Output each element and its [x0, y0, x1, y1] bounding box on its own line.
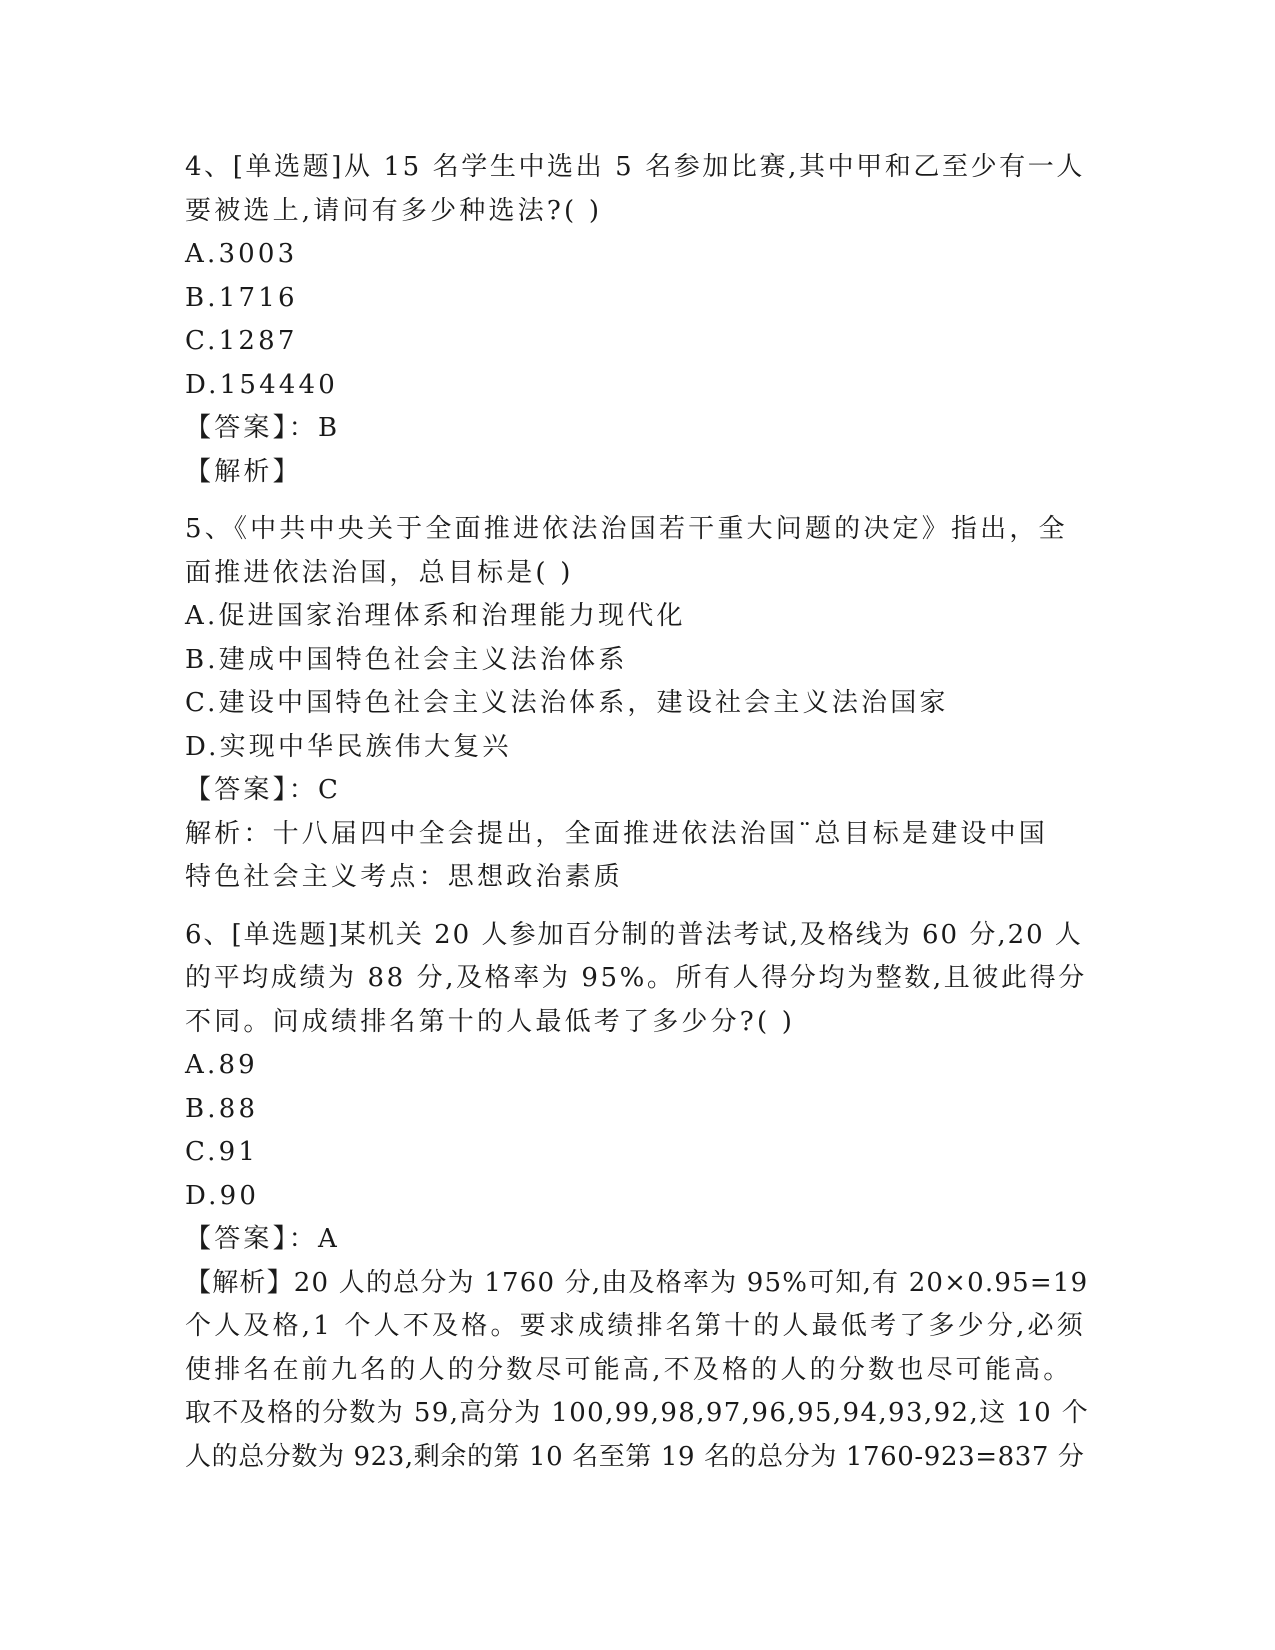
analysis [185, 813, 1090, 900]
answer: 【答案】：C [185, 775, 342, 805]
option-list [185, 595, 1090, 769]
option-b: B.88 [185, 1093, 259, 1124]
option-c: C.建设中国特色社会主义法治体系，建设社会主义法治国家 [185, 688, 949, 718]
analysis-line: 【解析】 [185, 456, 302, 487]
question-6 [185, 914, 1090, 1480]
analysis-line: 使排名在前九名的人的分数尽可能高,不及格的人的分数也尽可能高。 [185, 1354, 1073, 1385]
stem-line: 4、[单选题]从 15 名学生中选出 5 名参加比赛,其中甲和乙至少有一人 [185, 152, 1085, 182]
stem-line: 5、《中共中央关于全面推进依法治国若干重大问题的决定》指出，全 [185, 514, 1068, 544]
option-list [185, 233, 1090, 407]
option-d: D.154440 [185, 369, 339, 400]
question-5 [185, 508, 1090, 900]
analysis-line: 个人及格,1 个人不及格。要求成绩排名第十的人最低考了多少分,必须 [185, 1311, 1086, 1341]
option-list [185, 1044, 1090, 1218]
analysis-line: 【解析】20 人的总分为 1760 分,由及格率为 95%可知,有 20×0.95=19 [185, 1267, 1089, 1298]
option-a: A.促进国家治理体系和治理能力现代化 [185, 601, 686, 631]
option-b: B.1716 [185, 282, 298, 313]
question-stem [185, 508, 1090, 595]
option-c: C.91 [185, 1137, 259, 1167]
stem-line: 的平均成绩为 88 分,及格率为 95%。所有人得分均为整数,且彼此得分 [185, 963, 1087, 993]
option-d: D.实现中华民族伟大复兴 [185, 731, 512, 762]
analysis-line: 取不及格的分数为 59,高分为 100,99,98,97,96,95,94,93,92,这 10 个 [185, 1398, 1090, 1428]
stem-line: 要被选上,请问有多少种选法?( ) [185, 195, 603, 226]
option-c: C.1287 [185, 326, 298, 356]
option-d: D.90 [185, 1180, 260, 1211]
analysis [185, 1262, 1090, 1480]
stem-line: 面推进依法治国，总目标是( ) [185, 557, 574, 588]
question-stem [185, 146, 1090, 233]
answer: 【答案】：A [185, 1224, 340, 1254]
question-4 [185, 146, 1090, 494]
option-a: A.3003 [185, 239, 298, 269]
option-a: A.89 [185, 1050, 258, 1080]
analysis-line: 人的总分数为 923,剩余的第 10 名至第 19 名的总分为 1760-923=837 分 [185, 1441, 1085, 1472]
analysis-line: 特色社会主义考点：思想政治素质 [185, 862, 624, 892]
stem-line: 不同。问成绩排名第十的人最低考了多少分?( ) [185, 1006, 796, 1037]
option-b: B.建成中国特色社会主义法治体系 [185, 644, 628, 675]
analysis [185, 451, 1090, 495]
analysis-line: 解析：十八届四中全会提出，全面推进依法治国¨总目标是建设中国 [185, 818, 1049, 849]
document-page [185, 146, 1090, 1479]
question-stem [185, 914, 1090, 1045]
stem-line: 6、[单选题]某机关 20 人参加百分制的普法考试,及格线为 60 分,20 人 [185, 919, 1083, 950]
answer: 【答案】：B [185, 413, 341, 443]
